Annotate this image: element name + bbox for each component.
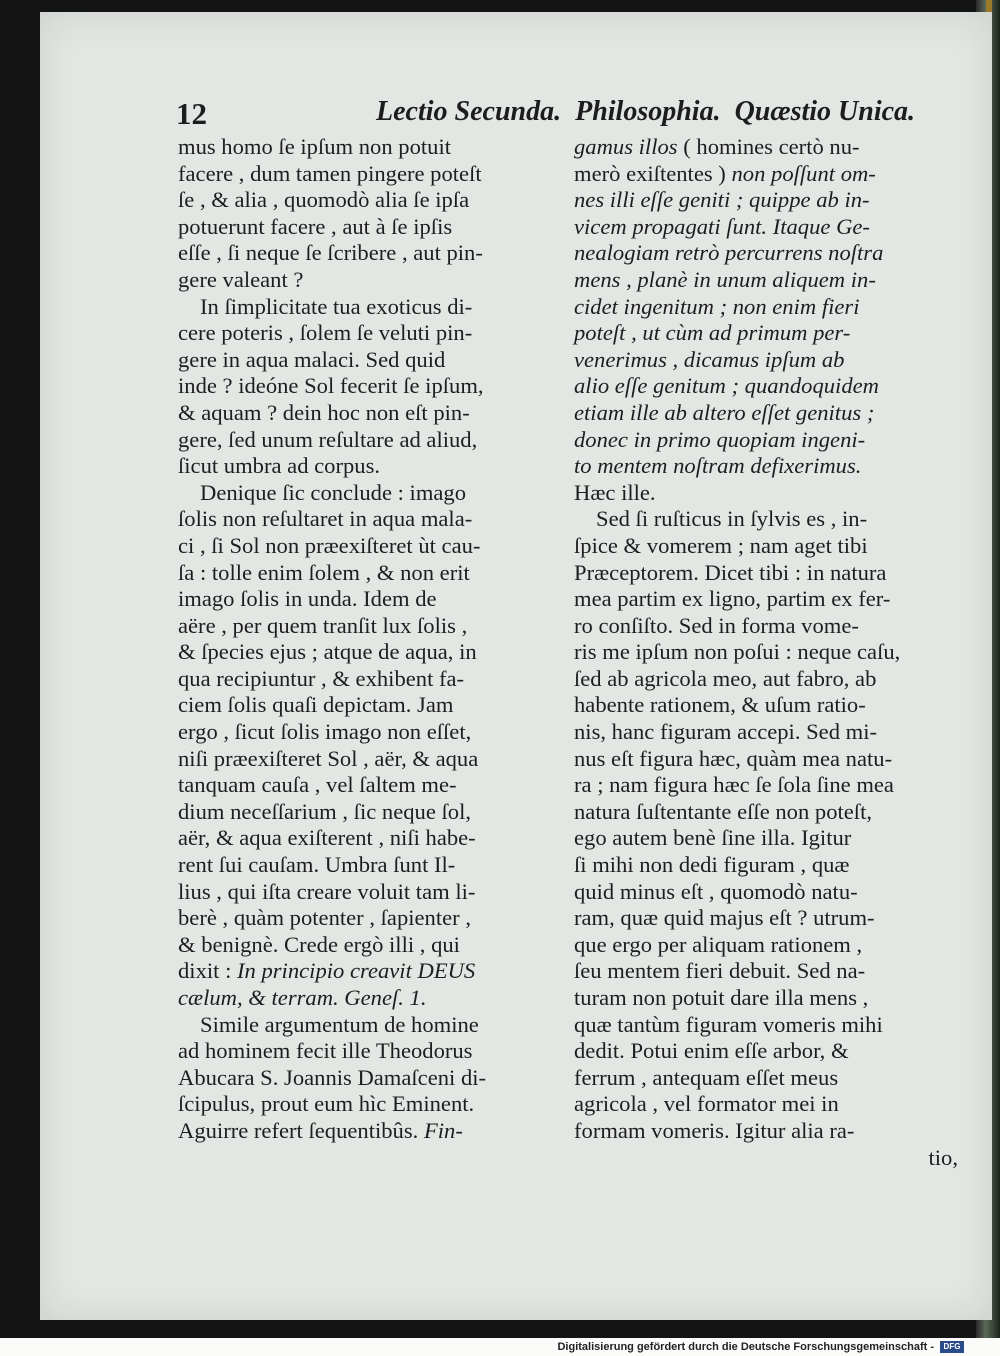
text-line: ego autem benè ſine illa. Igitur	[574, 825, 852, 851]
text-line: gamus illos ( homines certò nu-	[574, 134, 860, 159]
text-line: ergo , ſicut ſolis imago non eſſet,	[178, 719, 472, 745]
text-line: venerimus , dicamus ipſum ab	[574, 346, 845, 372]
text-line: nus eſt figura hæc, quàm mea natu-	[574, 745, 893, 771]
text-line: ſicut umbra ad corpus.	[178, 453, 381, 479]
text-line: gere valeant ?	[178, 266, 304, 292]
text-line: ciem ſolis quaſi depictam. Jam	[178, 692, 454, 718]
text-line: vicem propagati ſunt. Itaque Ge-	[574, 213, 870, 239]
text-line: alio eſſe genitum ; quandoquidem	[574, 373, 879, 399]
text-line: facere , dum tamen pingere poteſt	[178, 160, 482, 186]
text-line: lius , qui iſta creare voluit tam li-	[178, 878, 476, 904]
text-line: ferrum , antequam eſſet meus	[574, 1064, 839, 1090]
text-line: ſeu mentem fieri debuit. Sed na-	[574, 958, 866, 984]
footer-credit-text: Digitalisierung gefördert durch die Deutsche Forschungsgemeinschaft -	[557, 1341, 934, 1353]
text-line: etiam ille ab altero eſſet genitus ;	[574, 399, 875, 425]
text-line: gere in aqua malaci. Sed quid	[178, 346, 446, 372]
text-line: gere, ſed unum reſultare ad aliud,	[178, 426, 478, 452]
footer-credit	[557, 1340, 964, 1354]
text-line: & benignè. Crede ergò illi , qui	[178, 931, 460, 957]
text-line: poteſt , ut cùm ad primum per-	[574, 320, 851, 346]
text-line: rent ſui cauſam. Umbra ſunt Il-	[178, 852, 456, 878]
text-line: ra ; nam figura hæc ſe ſola ſine mea	[574, 772, 894, 798]
text-line: natura ſuſtentante eſſe non poteſt,	[574, 798, 873, 824]
text-line: Præceptorem. Dicet tibi : in natura	[574, 559, 887, 585]
text-line: niſi præexiſteret Sol , aër, & aqua	[178, 745, 479, 771]
text-line: cidet ingenitum ; non enim fieri	[574, 293, 860, 319]
text-line: In ſimplicitate tua exoticus di-	[200, 293, 473, 319]
text-line: ris me ipſum non poſui : neque caſu,	[574, 639, 901, 665]
text-line: potuerunt facere , aut à ſe ipſis	[178, 213, 453, 239]
text-line: ſi mihi non dedi figuram , quæ	[574, 852, 850, 878]
text-line: dixit : In principio creavit DEUS	[178, 958, 476, 984]
text-line: tanquam cauſa , vel ſaltem me-	[178, 772, 457, 798]
text-line: dedit. Potui enim eſſe arbor, &	[574, 1038, 849, 1064]
text-line: ſcipulus, prout eum hìc Eminent.	[178, 1091, 475, 1117]
running-title: Lectio Secunda. Philosophia. Quæstio Unica.	[376, 96, 916, 127]
text-line: cere poteris , ſolem ſe veluti pin-	[178, 320, 473, 346]
text-line: mea partim ex ligno, partim ex fer-	[574, 586, 891, 612]
text-line: & aquam ? dein hoc non eſt pin-	[178, 399, 470, 425]
text-line: quid minus eſt , quomodò natu-	[574, 878, 858, 904]
text-line: Simile argumentum de homine	[200, 1011, 479, 1037]
text-line: Aguirre refert ſequentibûs. Fin-	[178, 1117, 463, 1143]
text-line: imago ſolis in unda. Idem de	[178, 586, 437, 612]
text-line: ad hominem fecit ille Theodorus	[178, 1038, 473, 1064]
text-line: qua recipiuntur , & exhibent fa-	[178, 665, 465, 691]
text-line: nis, hanc figuram accepi. Sed mi-	[574, 719, 878, 745]
text-line: Hæc ille.	[574, 479, 656, 505]
text-line: eſſe , ſi neque ſe ſcribere , aut pin-	[178, 240, 483, 266]
text-line: inde ? ideóne Sol fecerit ſe ipſum,	[178, 373, 484, 399]
text-line: donec in primo quopiam ingeni-	[574, 426, 866, 452]
text-line: formam vomeris. Igitur alia ra-	[574, 1117, 855, 1143]
text-line: mus homo ſe ipſum non potuit	[178, 134, 452, 159]
text-line: ram, quæ quid majus eſt ? utrum-	[574, 905, 875, 931]
text-line: Abucara S. Joannis Damaſceni di-	[178, 1064, 487, 1090]
text-line: ſpice & vomerem ; nam aget tibi	[574, 532, 868, 558]
text-line: que ergo per aliquam rationem ,	[574, 931, 863, 957]
text-line: cælum, & terram. Geneſ. 1.	[178, 985, 427, 1010]
text-line: Sed ſi ruſticus in ſylvis es , in-	[596, 506, 868, 532]
text-line: quæ tantùm figuram vomeris mihi	[574, 1011, 883, 1037]
text-line: turam non potuit dare illa mens ,	[574, 985, 869, 1010]
text-line: berè , quàm potenter , ſapienter ,	[178, 905, 471, 931]
text-line: ſolis non reſultaret in aqua mala-	[178, 506, 473, 532]
text-line: aëre , per quem tranſit lux ſolis ,	[178, 612, 468, 638]
text-line: habente rationem, & uſum ratio-	[574, 692, 866, 718]
text-line: nes illi eſſe geniti ; quippe ab in-	[574, 187, 870, 213]
text-line: merò exiſtentes ) non poſſunt om-	[574, 160, 876, 186]
text-line: agricola , vel formator mei in	[574, 1091, 839, 1117]
text-line: nealogiam retrò percurrens noſtra	[574, 240, 884, 266]
text-line: ſa : tolle enim ſolem , & non erit	[178, 559, 470, 585]
left-text-column	[178, 134, 568, 1145]
text-line: dium neceſſarium , ſic neque ſol,	[178, 798, 472, 824]
text-line: mens , planè in unum aliquem in-	[574, 266, 876, 292]
dfg-logo-icon: DFG	[940, 1341, 964, 1353]
text-line: & ſpecies ejus ; atque de aqua, in	[178, 639, 477, 665]
text-line: ſed ab agricola meo, aut fabro, ab	[574, 665, 877, 691]
page-number: 12	[176, 96, 207, 131]
text-line: aër, & aqua exiſterent , niſi habe-	[178, 825, 476, 851]
right-text-column	[574, 134, 958, 1171]
text-line: ſe , & alia , quomodò alia ſe ipſa	[178, 187, 470, 213]
text-line: ro conſiſto. Sed in forma vome-	[574, 612, 859, 638]
text-line: Denique ſic conclude : imago	[200, 479, 467, 505]
text-line: ci , ſi Sol non præexiſteret ùt cau-	[178, 532, 481, 558]
text-line: to mentem noſtram defixerimus.	[574, 453, 862, 479]
page-header	[136, 96, 946, 136]
text-line: tio,	[928, 1144, 958, 1170]
